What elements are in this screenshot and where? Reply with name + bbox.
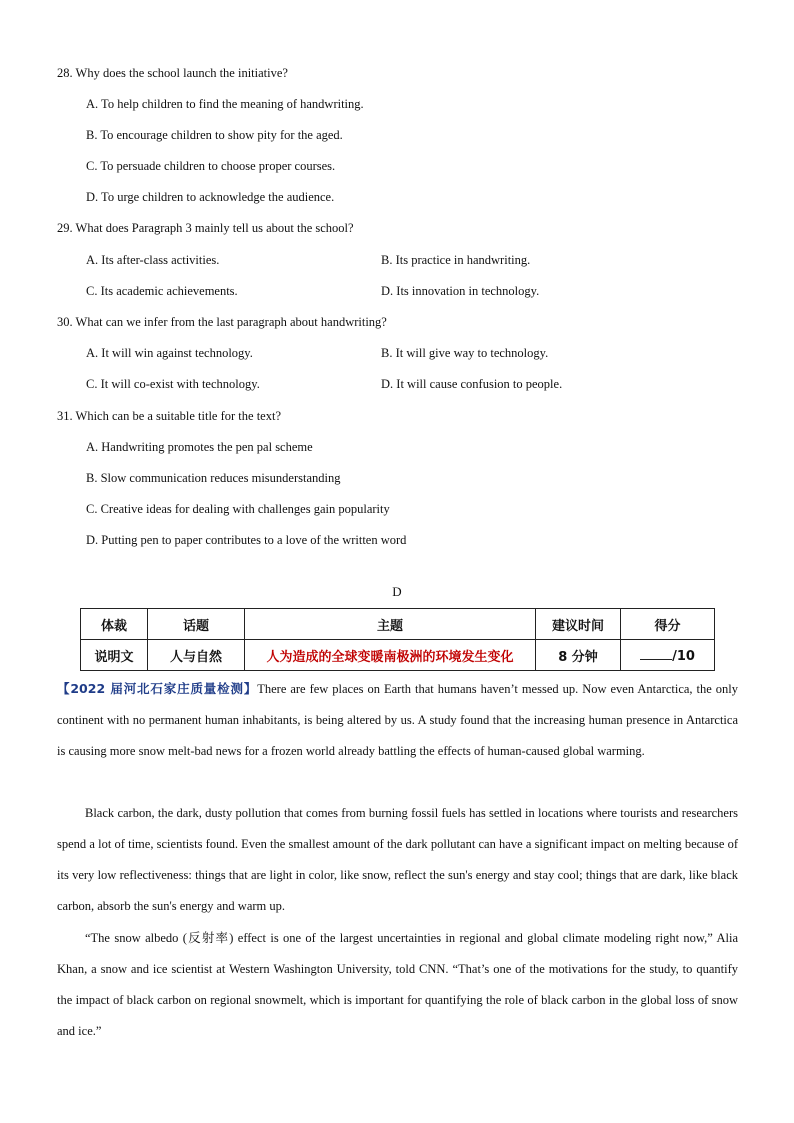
source-tag: 【2022 届河北石家庄质量检测】: [57, 681, 258, 696]
question-30-option-b: B. It will give way to technology.: [381, 346, 549, 360]
question-31-option-b: B. Slow communication reduces misunderstanding: [86, 471, 341, 485]
question-30-option-a: A. It will win against technology.: [86, 346, 253, 360]
section-letter: D: [392, 584, 402, 599]
paragraph-1-text: There are few places on Earth that humans haven’t messed up. Now even Antarctica, the only continent with no permanent human inhabitants, is being altered by us. A study found that the increasing human presence in Antarctica is causing more snow melt-bad news for a frozen world already battling the effects of human-caused global warming.: [57, 682, 738, 758]
passage-info-table: [80, 608, 715, 671]
table-cell-genre: 说明文: [81, 640, 148, 671]
question-31-option-c: C. Creative ideas for dealing with challenges gain popularity: [86, 502, 390, 516]
passage-paragraph-2: Black carbon, the dark, dusty pollution that comes from burning fossil fuels has settled in locations where tourists and researchers spend a lot of time, scientists found. Even the smallest amount of the dark pollutant can have a significant impact on melting because of its very low reflectiveness: things that are light in color, like snow, reflect the sun's energy and stay cool; things that are dark, like black carbon, absorb the sun's energy and warm up.: [57, 806, 738, 913]
score-total: /10: [672, 648, 695, 664]
question-29-stem: 29. What does Paragraph 3 mainly tell us about the school?: [57, 221, 354, 235]
table-cell-topic: 人与自然: [148, 640, 245, 671]
table-header-genre: 体裁: [81, 609, 148, 640]
table-header-time: 建议时间: [536, 609, 621, 640]
question-29-option-d: D. Its innovation in technology.: [381, 284, 540, 298]
score-blank: [640, 647, 672, 660]
question-28-option-c: C. To persuade children to choose proper courses.: [86, 159, 336, 173]
table-header-topic: 话题: [148, 609, 245, 640]
passage-paragraph-1: [57, 673, 738, 767]
question-31-option-a: A. Handwriting promotes the pen pal scheme: [86, 440, 313, 454]
table-cell-score: [621, 640, 715, 671]
question-31-stem: 31. Which can be a suitable title for the text?: [57, 409, 281, 423]
question-28-option-b: B. To encourage children to show pity for the aged.: [86, 128, 343, 142]
question-29-option-c: C. Its academic achievements.: [86, 284, 238, 298]
question-29-option-b: B. Its practice in handwriting.: [381, 253, 531, 267]
table-row: [81, 640, 715, 671]
question-30-stem: 30. What can we infer from the last paragraph about handwriting?: [57, 315, 387, 329]
table-cell-time: 8 分钟: [536, 640, 621, 671]
question-28-option-a: A. To help children to find the meaning of handwriting.: [86, 97, 364, 111]
question-28-option-d: D. To urge children to acknowledge the audience.: [86, 190, 335, 204]
question-29-option-a: A. Its after-class activities.: [86, 253, 220, 267]
question-28-stem: 28. Why does the school launch the initiative?: [57, 66, 288, 80]
table-header-score: 得分: [621, 609, 715, 640]
question-30-option-d: D. It will cause confusion to people.: [381, 377, 563, 391]
question-30-option-c: C. It will co-exist with technology.: [86, 377, 260, 391]
table-header-row: [81, 609, 715, 640]
table-header-theme: 主题: [245, 609, 536, 640]
question-31-option-d: D. Putting pen to paper contributes to a love of the written word: [86, 533, 407, 547]
table-cell-theme: 人为造成的全球变暖南极洲的环境发生变化: [245, 640, 536, 671]
passage-paragraph-3: “The snow albedo (反射率) effect is one of the largest uncertainties in regional and global climate modeling right now,” Alia Khan, a snow and ice scientist at Western Washington University, told CNN. “That’s one of the motivations for the study, to quantify the impact of black carbon on regional snowmelt, which is important for quantifying the role of black carbon in the global loss of snow and ice.”: [57, 931, 738, 1038]
